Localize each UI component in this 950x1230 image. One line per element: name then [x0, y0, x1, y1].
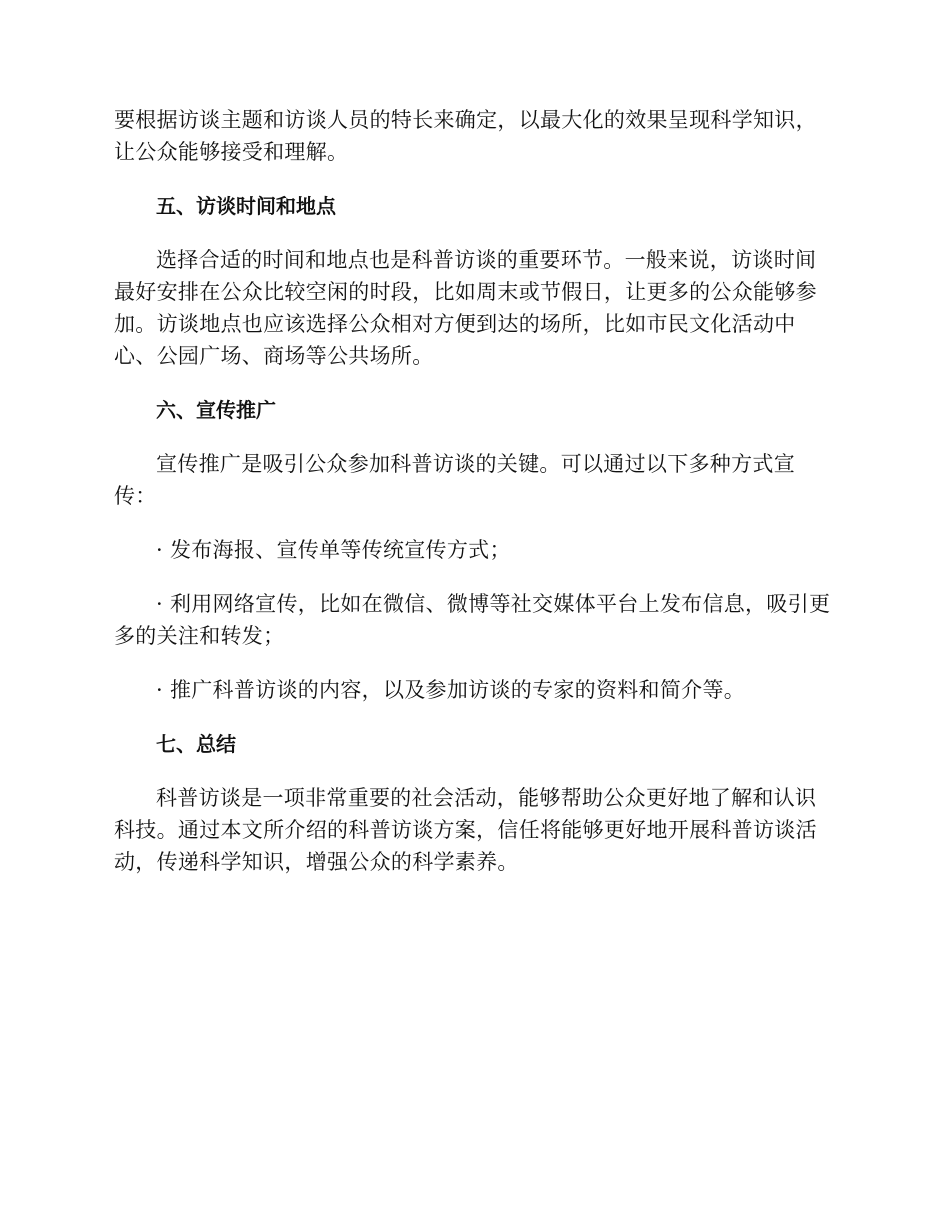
section-heading-time-place: 五、访谈时间和地点	[156, 194, 336, 218]
promotion-bullet-item: · 推广科普访谈的内容，以及参加访谈的专家的资料和简介等。	[156, 678, 746, 702]
intro-continuation-paragraph: 要根据访谈主题和访谈人员的特长来确定，以最大化的效果呈现科学知识，让公众能够接受和理解。	[114, 108, 817, 164]
section-heading-promotion: 六、宣传推广	[156, 398, 276, 422]
document-body	[114, 104, 836, 878]
promotion-bullet-item: · 发布海报、宣传单等传统宣传方式；	[156, 538, 511, 562]
section-heading-summary: 七、总结	[156, 732, 236, 756]
promotion-bullet-item: · 利用网络宣传，比如在微信、微博等社交媒体平台上发布信息，吸引更多的关注和转发；	[114, 592, 831, 648]
section-paragraph-promotion: 宣传推广是吸引公众参加科普访谈的关键。可以通过以下多种方式宣传：	[114, 452, 795, 508]
section-paragraph-time-place: 选择合适的时间和地点也是科普访谈的重要环节。一般来说，访谈时间最好安排在公众比较空闲的时段，比如周末或节假日，让更多的公众能够参加。访谈地点也应该选择公众相对方便到达的场所，比如市民文化活动中心、公园广场、商场等公共场所。	[114, 248, 817, 368]
section-paragraph-summary: 科普访谈是一项非常重要的社会活动，能够帮助公众更好地了解和认识科技。通过本文所介绍的科普访谈方案，信任将能够更好地开展科普访谈活动，传递科学知识，增强公众的科学素养。	[114, 786, 817, 874]
